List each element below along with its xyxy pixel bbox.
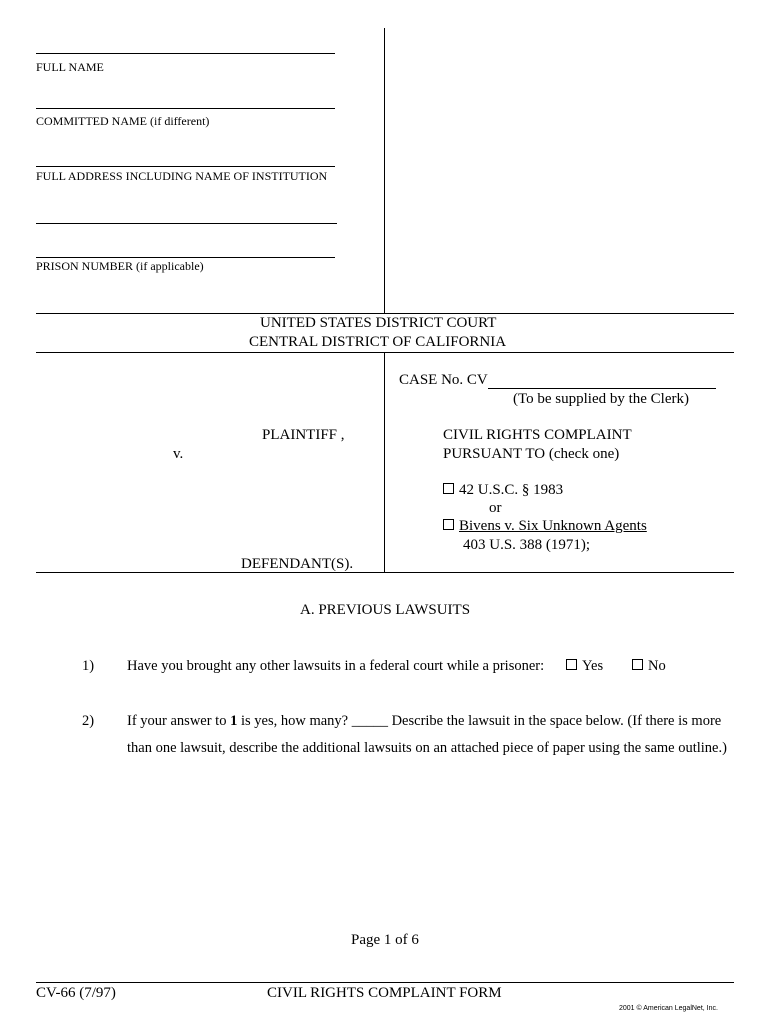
checkbox-1983[interactable] [443,483,454,494]
question-2-text-line2: than one lawsuit, describe the additional lawsuits on an attached piece of paper using the same outline.) [127,740,727,756]
header-divider [384,28,385,313]
complaint-subtitle: PURSUANT TO (check one) [443,446,620,462]
question-2-bold-ref: 1 [230,713,238,729]
page-number: Page 1 of 6 [351,932,419,948]
court-name: UNITED STATES DISTRICT COURT [260,315,497,331]
option-bivens[interactable] [443,518,647,535]
committed-name-label: COMMITTED NAME (if different) [36,114,210,128]
caption-bottom-rule [36,572,734,573]
address-line-1[interactable] [36,166,335,167]
question-1-no[interactable] [632,658,666,675]
footer-rule [36,982,734,983]
clerk-note: (To be supplied by the Clerk) [513,391,689,407]
address-label: FULL ADDRESS INCLUDING NAME OF INSTITUTION [36,169,328,183]
question-2-number: 2) [82,713,95,729]
plaintiff-label: PLAINTIFF , [262,427,345,443]
question-2-text-b: is yes, how many? _____ Describe the lawsuit in the space below. (If there is more [237,713,722,729]
form-title: CIVIL RIGHTS COMPLAINT FORM [267,985,502,1001]
complaint-title: CIVIL RIGHTS COMPLAINT [443,427,632,443]
question-2-text [127,713,721,730]
yes-label: Yes [582,658,604,674]
full-name-line[interactable] [36,53,335,54]
court-district: CENTRAL DISTRICT OF CALIFORNIA [249,334,507,350]
case-number-label: CASE No. CV [399,372,488,388]
prison-number-line[interactable] [36,257,335,258]
defendant-label: DEFENDANT(S). [241,556,354,572]
address-line-2[interactable] [36,223,337,224]
question-1-number: 1) [82,658,95,674]
checkbox-no[interactable] [632,659,643,670]
section-a-title: A. PREVIOUS LAWSUITS [300,602,471,618]
court-top-rule [36,313,734,314]
or-label: or [489,500,502,516]
option-1983-label: 42 U.S.C. § 1983 [459,482,564,498]
checkbox-bivens[interactable] [443,519,454,530]
bivens-citation: 403 U.S. 388 (1971); [463,537,591,553]
copyright-notice: 2001 © American LegalNet, Inc. [619,1005,718,1012]
question-1-text: Have you brought any other lawsuits in a federal court while a prisoner: [127,658,545,674]
form-number: CV-66 (7/97) [36,985,116,1001]
court-bottom-rule [36,352,734,353]
committed-name-line[interactable] [36,108,335,109]
option-bivens-label: Bivens v. Six Unknown Agents [459,518,647,534]
question-2-text-a: If your answer to [127,713,231,729]
no-label: No [648,658,666,674]
caption-divider [384,352,385,573]
full-name-label: FULL NAME [36,60,104,74]
option-1983[interactable] [443,482,563,499]
question-1-yes[interactable] [566,658,603,675]
case-number-field[interactable] [488,372,716,389]
versus-label: v. [173,446,184,462]
checkbox-yes[interactable] [566,659,577,670]
prison-number-label: PRISON NUMBER (if applicable) [36,259,204,273]
